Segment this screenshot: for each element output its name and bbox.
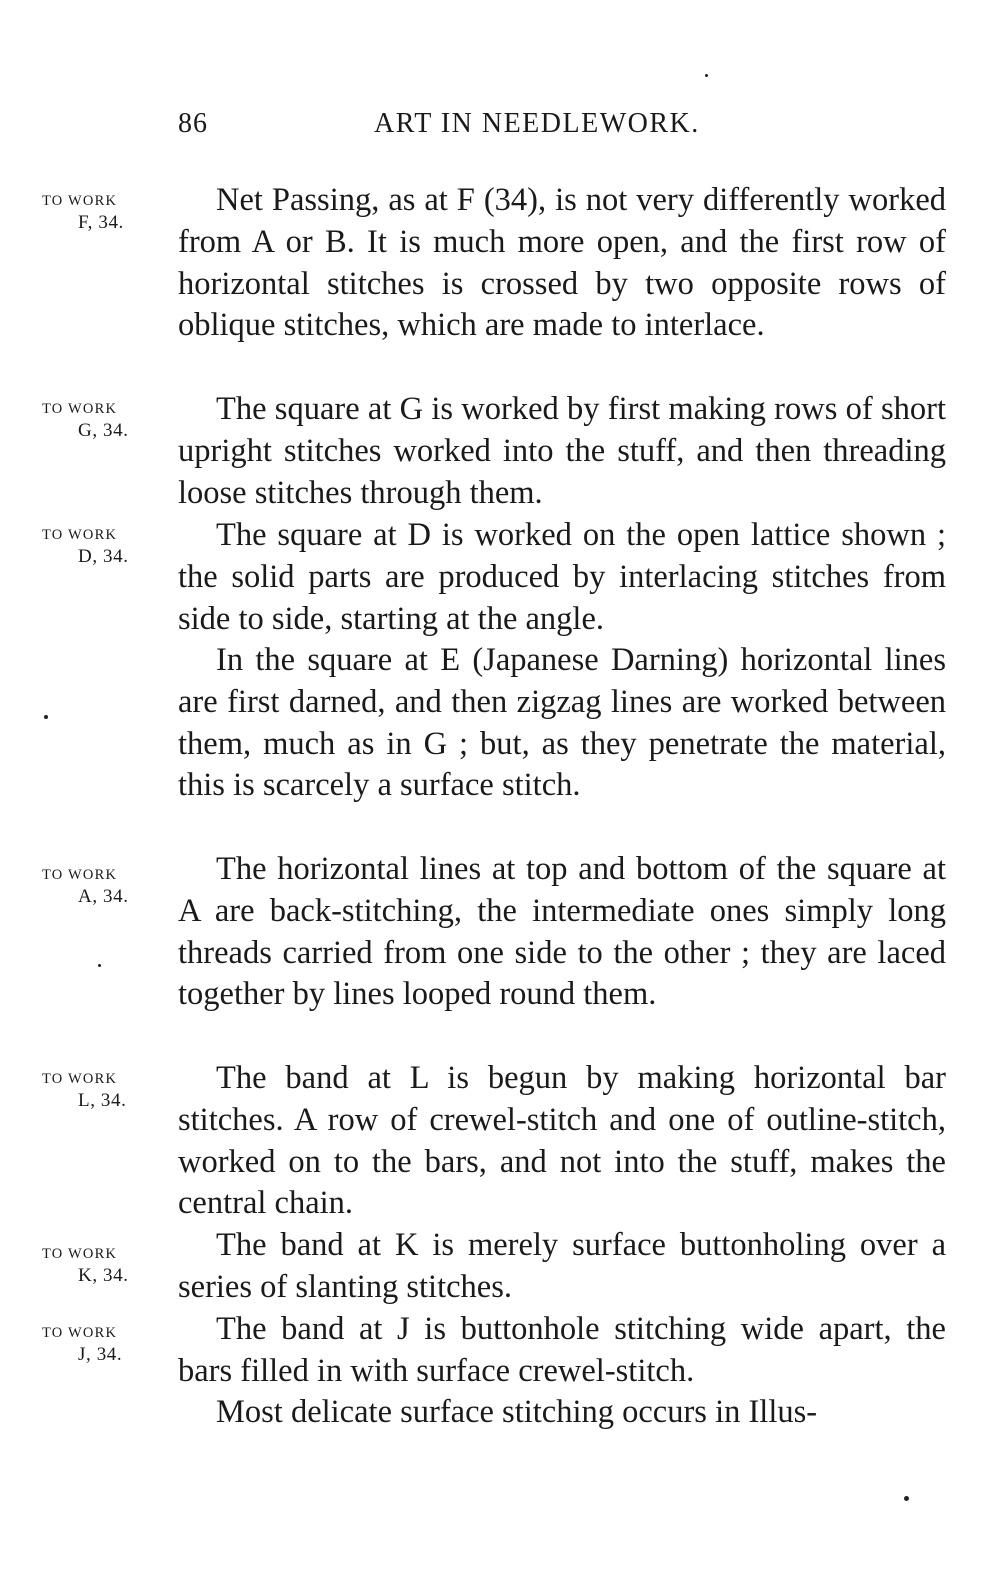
margin-note-label: TO WORK — [42, 867, 118, 883]
margin-note-f34 — [42, 190, 162, 234]
margin-note-label: TO WORK — [42, 1246, 118, 1262]
margin-note-l34 — [42, 1068, 162, 1112]
paragraph-square-g: The square at G is worked by first making rows of short upright stitches worked into the stuff, and then threading loose stitches through them. — [178, 391, 946, 511]
scan-speck — [705, 74, 708, 77]
scan-speck — [44, 715, 48, 719]
paragraph-illustration-continued: Most delicate surface stitching occurs in Illus- — [216, 1394, 818, 1430]
margin-note-ref: J, 34. — [78, 1344, 123, 1365]
paragraph-square-e: In the square at E (Japanese Darning) horizontal lines are first darned, and then zigzag lines are worked between them, much as in G ; but, as they penetrate the material, this is scarcely a surface stitch. — [178, 642, 946, 804]
scan-speck — [904, 1496, 909, 1501]
paragraph-square-a: The horizontal lines at top and bottom of the square at A are back-stitching, the intermediate ones simply long threads carried from one side to the other ; they are laced together by lines looped round them. — [178, 851, 946, 1013]
paragraph-band-l: The band at L is begun by making horizontal bar stitches. A row of crewel-stitch and one of outline-stitch, worked on to the bars, and not into the stuff, makes the central chain. — [178, 1060, 946, 1222]
margin-note-label: TO WORK — [42, 1325, 118, 1341]
margin-note-j34 — [42, 1322, 162, 1366]
page-header — [178, 108, 778, 148]
margin-note-ref: A, 34. — [78, 886, 129, 907]
margin-note-ref: F, 34. — [78, 212, 124, 233]
margin-note-ref: G, 34. — [78, 420, 129, 441]
margin-note-label: TO WORK — [42, 193, 118, 209]
scan-speck — [98, 964, 101, 967]
margin-note-a34 — [42, 864, 162, 908]
margin-note-ref: D, 34. — [78, 546, 129, 567]
paragraph-net-passing: Net Passing, as at F (34), is not very differently worked from A or B. It is much more open, and the first row of horizontal stitches is crossed by two opposite rows of oblique stitches, which are made to interlace. — [178, 182, 946, 344]
running-title: ART IN NEEDLEWORK. — [374, 108, 700, 139]
margin-note-ref: K, 34. — [78, 1265, 129, 1286]
margin-note-g34 — [42, 398, 162, 442]
margin-note-label: TO WORK — [42, 527, 118, 543]
paragraph-square-d: The square at D is worked on the open lattice shown ; the solid parts are produced by interlacing stitches from side to side, starting at the angle. — [178, 517, 946, 637]
margin-note-ref: L, 34. — [78, 1090, 127, 1111]
page-number: 86 — [178, 108, 208, 139]
paragraph-band-j: The band at J is buttonhole stitching wide apart, the bars filled in with surface crewel-stitch. — [178, 1311, 946, 1389]
margin-note-k34 — [42, 1243, 162, 1287]
margin-note-label: TO WORK — [42, 1071, 118, 1087]
margin-note-label: TO WORK — [42, 401, 118, 417]
margin-note-d34 — [42, 524, 162, 568]
paragraph-band-k: The band at K is merely surface buttonholing over a series of slanting stitches. — [178, 1227, 946, 1305]
